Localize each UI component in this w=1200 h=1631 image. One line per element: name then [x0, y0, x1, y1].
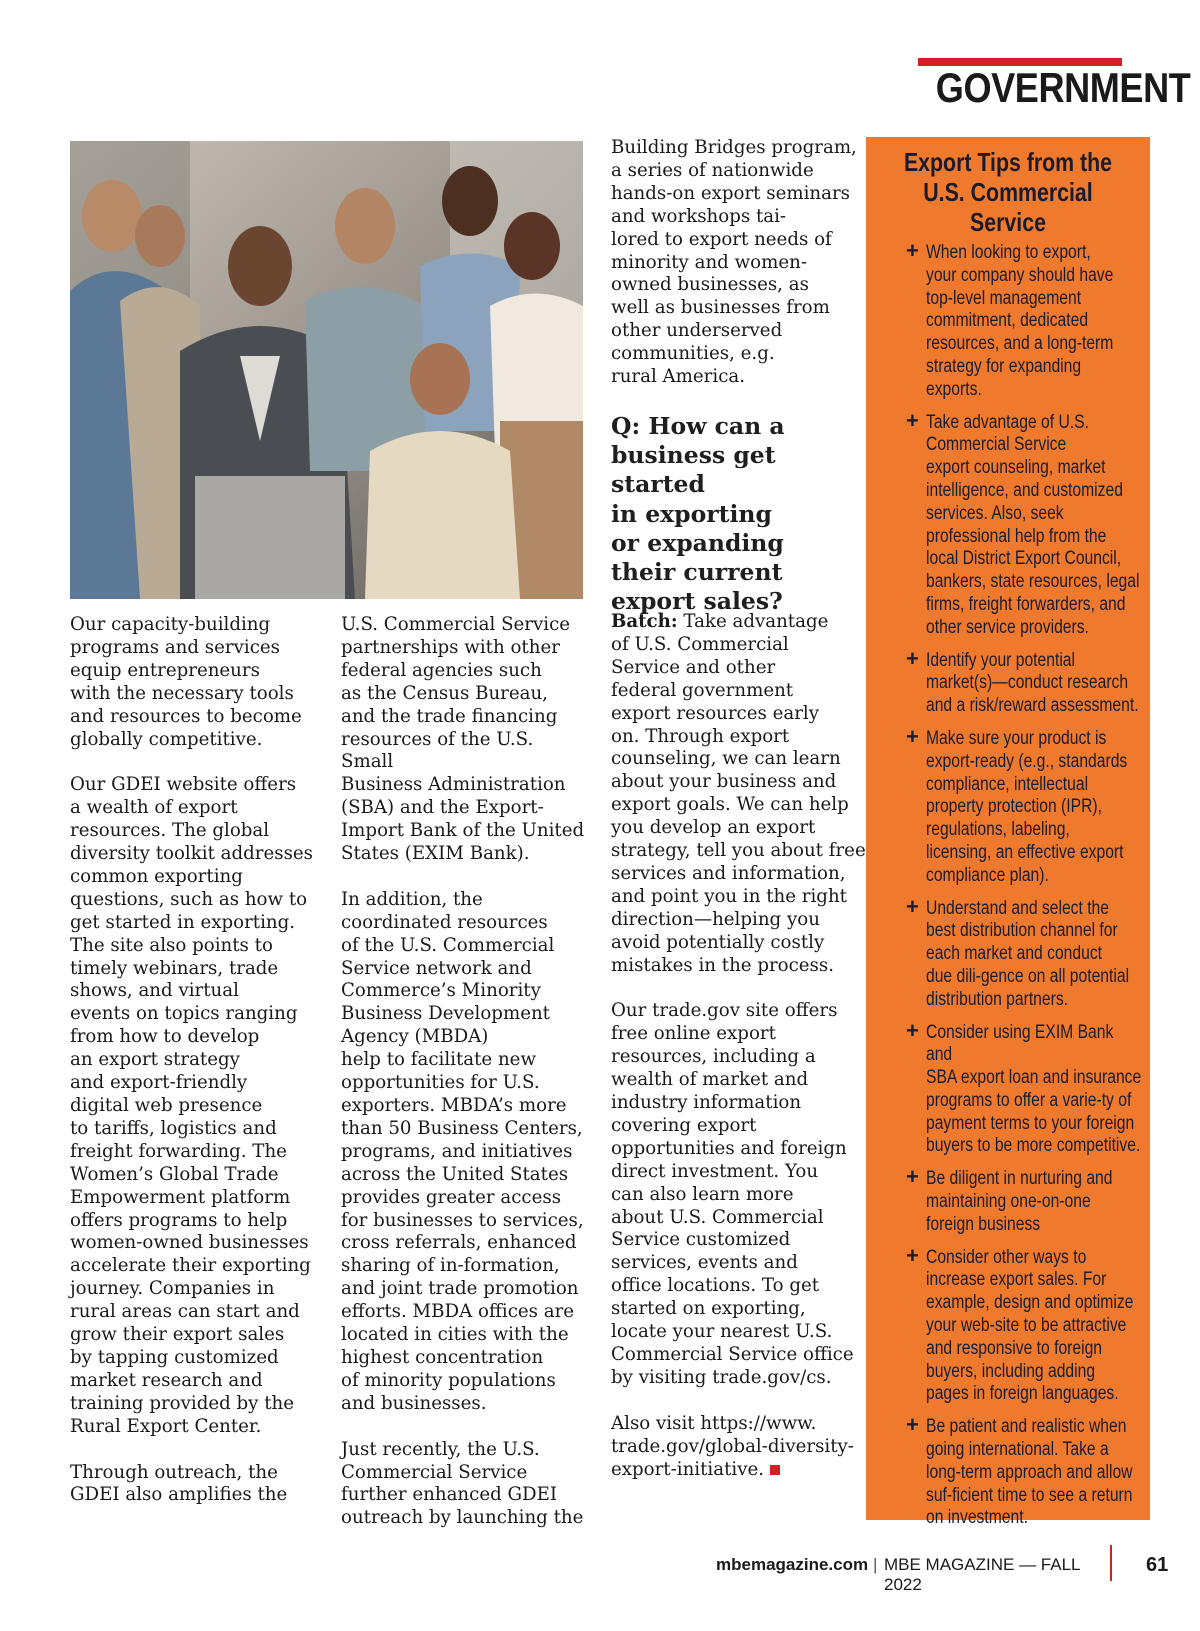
column-3-intro: [611, 137, 873, 412]
column-1: [70, 614, 332, 1530]
group-photo: [70, 141, 583, 599]
tips-list: [906, 238, 1146, 1539]
tip-text: Understand and select the best distribution channel for each market and conduct due dili-gence on all potential distribution partners.: [926, 896, 1130, 1010]
column-2: [341, 614, 591, 1553]
answer-text: Take advantage of U.S. Commercial Service and other federal government export resources early on. Through export counseling, we can learn about your business and export goals. We can help you develop an export strategy, tell you about free services and information, and point you in the right direction—helping you avoid potentially costly mistakes in the process.: [611, 611, 866, 976]
answer-speaker: Batch:: [611, 611, 678, 632]
page-number: 61: [1146, 1554, 1169, 1576]
footer-divider: [1110, 1545, 1112, 1581]
footer-separator: |: [873, 1555, 878, 1574]
end-of-article-mark: [770, 1465, 780, 1475]
tip-item: [906, 407, 1146, 639]
tip-text: When looking to export, your company should have top-level management commitment, dedicated resources, and a long-term strategy for expanding exports.: [926, 241, 1114, 400]
tip-text: Make sure your product is export-ready (e.g., standards compliance, intellectual property protection (IPR), regulations, labeling, licensing, an effective export compliance plan).: [926, 726, 1128, 886]
page-footer: [660, 1545, 1120, 1594]
plus-icon: +: [906, 1164, 919, 1190]
column-3-paragraph-3-text: Also visit https://www. trade.gov/global-diversity- export-initiative.: [611, 1412, 854, 1480]
tip-item: [906, 1412, 1146, 1529]
export-tips-sidebar: [866, 137, 1150, 1529]
tip-item: [906, 1017, 1146, 1158]
tip-text: Identify your potential market(s)—conduct research and a risk/reward assessment.: [926, 648, 1139, 717]
column-2-paragraph-2: In addition, the coordinated resources of the U.S. Commercial Service network and Commerce’s Minority Business Development Agency (MBDA) help to facilitate new opportunities for U.S. exporters. MBDA’s more than 50 Business Centers, programs, and initiatives across the United States provides greater access for businesses to services, cross referrals, enhanced sharing of in-formation, and joint trade promotion efforts. MBDA offices are located in cities with the highest concentration of minority populations and businesses.: [341, 888, 584, 1414]
sidebar-title: Export Tips from the U.S. Commercial Service: [903, 147, 1113, 237]
plus-icon: +: [906, 238, 919, 263]
column-3-answer: [611, 611, 873, 1504]
tip-text: Be patient and realistic when going international. Take a long-term approach and allow suf-ficient time to see a return on investment.: [926, 1415, 1133, 1529]
column-3-intro-paragraph: Building Bridges program, a series of nationwide hands-on export seminars and workshops tai- lored to export needs of minority and women- owned businesses, as well as businesses from other underserved communities, e.g. rural America.: [611, 137, 857, 388]
plus-icon: +: [906, 723, 919, 749]
column-2-paragraph-1: U.S. Commercial Service partnerships with other federal agencies such as the Census Bureau, and the trade financing resources of the U.S. Small Business Administration (SBA) and the Export- Import Bank of the United States (EXIM Bank).: [341, 614, 585, 865]
section-title: GOVERNMENT: [935, 64, 1191, 111]
tip-item: [906, 1242, 1146, 1406]
column-1-paragraph-2: Our GDEI website offers a wealth of export resources. The global diversity toolkit addresses common exporting questions, such as how to get started in exporting. The site also points to timely webinars, trade shows, and virtual events on topics ranging from how to develop an export strategy and export-friendly digital web presence to tariffs, logistics and freight forwarding. The Women’s Global Trade Empowerment platform offers programs to help women-owned businesses accelerate their exporting journey. Companies in rural areas can start and grow their export sales by tapping customized market research and training provided by the Rural Export Center.: [70, 774, 314, 1437]
tip-item: [906, 893, 1146, 1011]
plus-icon: +: [906, 645, 919, 671]
interview-question: Q: How can a business get started in exporting or expanding their current export sales?: [611, 412, 785, 616]
tip-item: [906, 1164, 1146, 1235]
column-1-paragraph-1: Our capacity-building programs and services equip entrepreneurs with the necessary tools and resources to become globally competitive.: [70, 614, 302, 750]
plus-icon: +: [906, 407, 919, 433]
tip-text: Consider other ways to increase export sales. For example, design and optimize your web-site to be attractive and responsive to foreign buyers, including adding pages in foreign languages.: [926, 1245, 1134, 1405]
column-3-paragraph-3: [611, 1413, 873, 1482]
footer-magazine-issue: MBE MAGAZINE — FALL 2022: [884, 1555, 1080, 1594]
column-2-paragraph-3: Just recently, the U.S. Commercial Service further enhanced GDEI outreach by launching the: [341, 1438, 584, 1529]
answer-paragraph: [611, 611, 873, 978]
plus-icon: +: [906, 1242, 919, 1268]
tip-item: [906, 723, 1146, 887]
plus-icon: +: [906, 1017, 919, 1043]
plus-icon: +: [906, 1412, 919, 1438]
tip-text: Consider using EXIM Bank and SBA export loan and insurance programs to offer a varie-ty of payment terms to your foreign buyers to be more competitive.: [926, 1020, 1142, 1157]
tip-item: [906, 238, 1146, 401]
plus-icon: +: [906, 893, 919, 919]
tip-item: [906, 645, 1146, 717]
tip-text: Be diligent in nurturing and maintaining one-on-one foreign business: [926, 1167, 1113, 1235]
column-1-paragraph-3: Through outreach, the GDEI also amplifies the: [70, 1461, 288, 1506]
tip-text: Take advantage of U.S. Commercial Service export counseling, market intelligence, and customized services. Also, seek professional help from the local District Export Council, bankers, state resources, legal firms, freight forwarders, and other service providers.: [926, 410, 1140, 638]
footer-site-link[interactable]: mbemagazine.com: [716, 1555, 869, 1574]
column-3-paragraph-2: Our trade.gov site offers free online export resources, including a wealth of market and industry information covering export opportunities and foreign direct investment. You can also learn more about U.S. Commercial Service customized services, events and office locations. To get started on exporting, locate your nearest U.S. Commercial Service office by visiting trade.gov/cs.: [611, 1000, 854, 1388]
